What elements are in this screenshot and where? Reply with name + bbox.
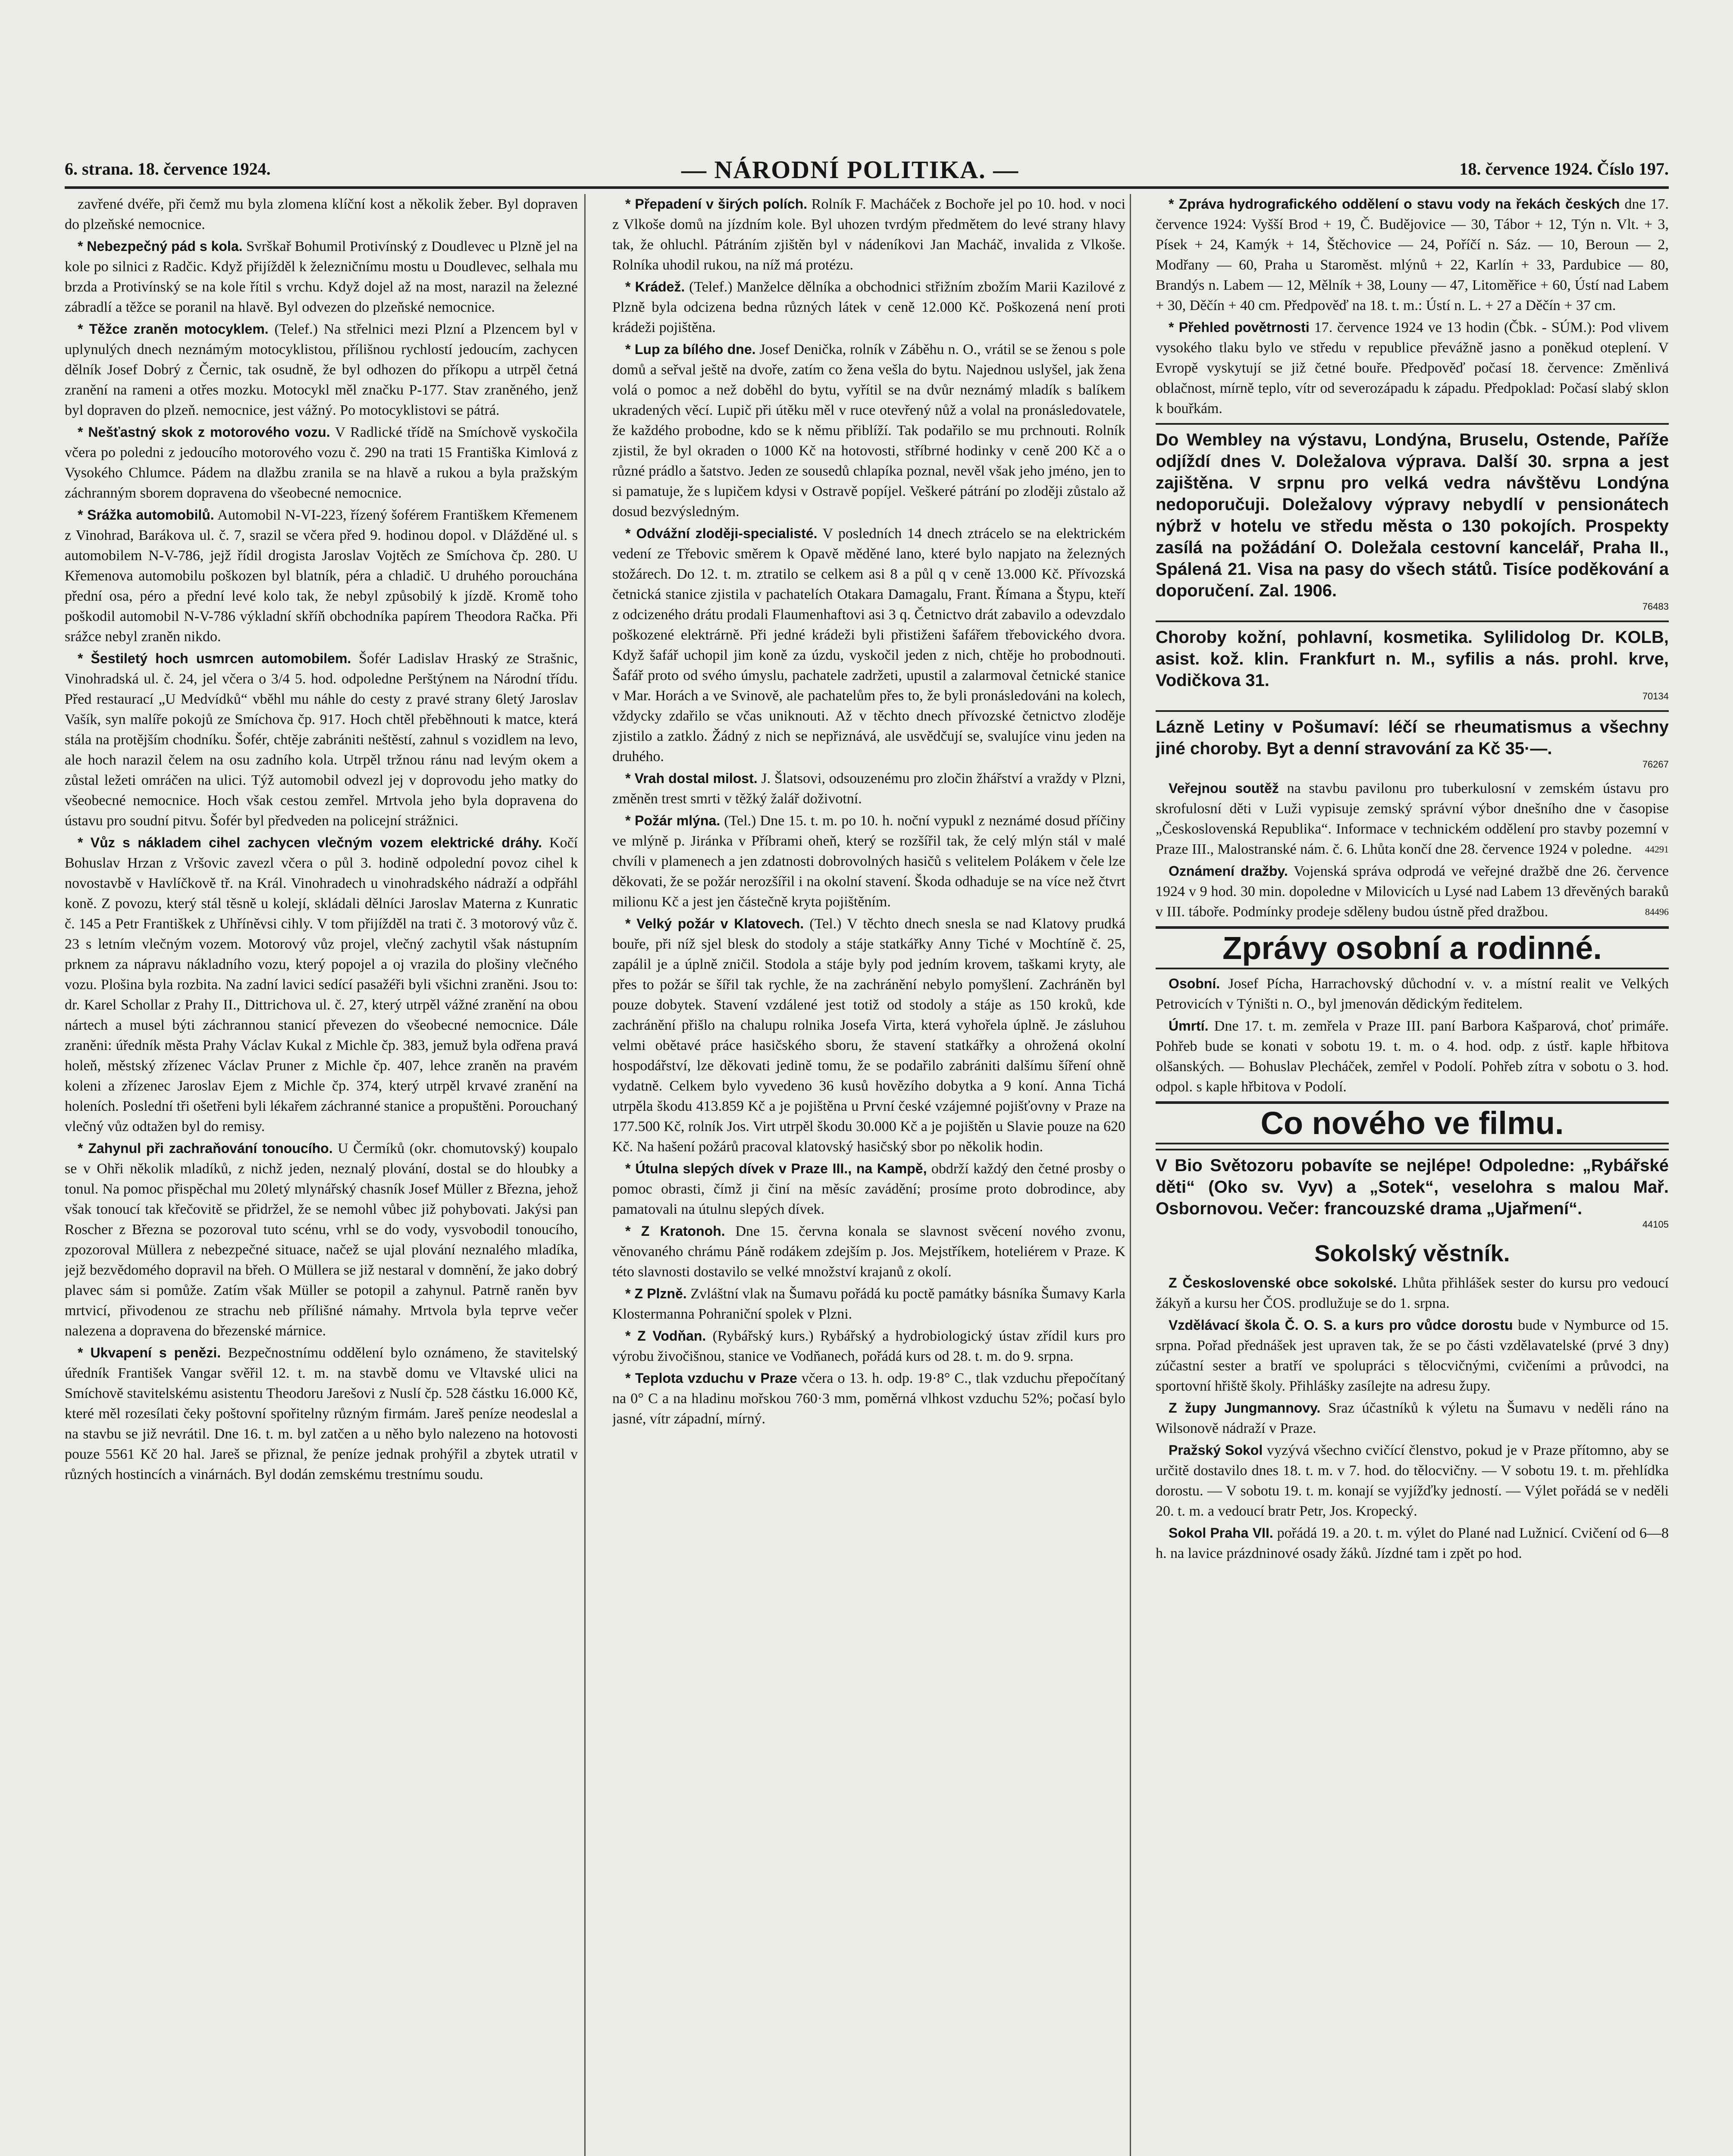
article-paragraph [65,649,578,831]
advertisement [1156,423,1669,616]
article-paragraph [1156,1523,1669,1564]
article-headline: * Přehled povětrnosti [1169,320,1310,335]
article-paragraph [612,194,1125,275]
article-headline: * Krádež. [625,279,685,295]
article-headline: * Z Plzně. [625,1286,687,1301]
advertisement [1156,1149,1669,1234]
article-paragraph [65,422,578,503]
article-headline: Sokol Praha VII. [1169,1525,1273,1541]
column-divider [1130,194,1131,2156]
article-headline: * Zahynul při zachraňování tonoucího. [78,1141,333,1156]
article-paragraph [612,1284,1125,1324]
article-body: Automobil N-VI-223, řízený šoférem Františkem Křemenem z Vinohrad, Barákova ul. č. 7, srazil se včera před 9. hodinou dopol. v Dlážděné ul. s automobilem N-V-786, jejž řídil drogista Jaroslav Vojtěch ze Smíchova čp. 280. U Křemenova automobilu poškozen byl blatník, péra a chladič. U druhého porouchána přední osa, péro a přední levé kolo tak, že nebyl způsobilý k jízdě. Kromě toho poškodil automobil N-V-786 výkladní skříň obchodníka papírem Theodora Račka. Při srážce nebyl zraněn nikdo. [65,507,578,645]
article-headline: * Přepadení v širých polích. [625,196,808,212]
page-header [65,155,1669,185]
article-body: (Tel.) Dne 15. t. m. po 10. h. noční vypukl z neznámé dosud příčiny ve mlýně p. Jiránka v Příbrami oheň, který se rozšířil tak, že celý mlýn stál v malé chvíli v plamenech a jen zdatnosti dobrovolných hasičů s velitelem Polákem v čele lze děkovati, že se požár nerozšířil i na okolní stavení. Škoda odhaduje se na více než čtvrt milionu Kč a jest jen částečně kryta pojištěním. [612,813,1125,910]
article-body: včera o 13. h. odp. 19·8° C., tlak vzduchu přepočítaný na 0° C a na hladinu mořskou 760·3 mm, poměrná vlhkost vzduchu 52%; počasí bylo jasné, vítr západní, mírný. [612,1370,1125,1427]
article-headline: * Odvážní zloději-specialisté. [625,526,818,541]
article-body: Rolník F. Macháček z Bochoře jel po 10. hod. v noci z Vlkoše domů na jízdním kole. Byl uhozen tvrdým předmětem do levé strany hlavy tak, že ohluchl. Pátráním zjištěn byl v nádeníkovi Jan Macháč, invalida z Vlkoše. Rolníka uhodil rukou, na níž má protézu. [612,196,1125,273]
article-headline: * Zpráva hydrografického oddělení o stavu vody na řekách českých [1169,196,1620,212]
article-paragraph [1156,1315,1669,1396]
article-body: 17. července 1924 ve 13 hodin (Čbk. - SÚM.): Pod vlivem vysokého tlaku bylo ve středu v republice převážně jasno a poněkud oteplení. V Evropě vyskytují se již četné bouře. Předpověď počasí 18. července: Změnlivá oblačnost, mírně teplo, vítr od severozápadu k západu. Předpoklad: Počasí slabý sklon k bouřkám. [1156,320,1669,417]
article-paragraph [612,914,1125,1157]
article-paragraph [65,833,578,1137]
article-body: vyzývá všechno cvičící členstvo, pokud je v Praze přítomno, aby se určitě dostavilo dnes 18. t. m. v 7. hod. do tělocvičny. — V sobotu 19. t. m. přehlídka dorostu. — V sobotu 19. t. m. konají se vyjížďky jedností. — Výlet pořádá se v neděli 20. t. m. a vedoucí bratr Petr, Jos. Kropecký. [1156,1442,1669,1519]
masthead-title: — NÁRODNÍ POLITIKA. — [681,156,1019,184]
article-paragraph [65,1138,578,1341]
ad-number: 76267 [1642,759,1669,770]
column-3 [1156,194,1669,2156]
article-headline: * Vůz s nákladem cihel zachycen vlečným vozem elektrické dráhy. [78,835,542,850]
article-body: na stavbu pavilonu pro tuberkulosní v zemském ústavu pro skrofulosní děti v Luži vypisuje zemský správní výbor dnešního dne v časopise „Československá Republika“. Informace v technickém oddělení pro stavby pozemní v Praze III., Malostranské nám. č. 6. Lhůta končí dne 28. července 1924 v poledne. [1156,780,1669,857]
article-paragraph [1156,1398,1669,1438]
ad-text: Lázně Letiny v Pošumaví: léčí se rheumatismus a všechny jiné choroby. Byt a denní stravování za Kč 35·—. [1156,718,1669,758]
article-paragraph [1156,778,1669,859]
article-body: Bezpečnostnímu oddělení bylo oznámeno, že stavitelský úředník František Vangar svěřil 12. t. m. na stavbě domu ve Vltavské ulici na Smíchově stavitelskému asistentu Theodoru Jarešovi z Nuslí čp. 528 částku 16.000 Kč, které měl rozesílati čeky poštovní spořitelny různým firmám. Jareš peníze neodeslal a na stavbu se již nevrátil. Dne 16. t. m. byl zatčen a u něho bylo nalezeno na hotovosti pouze 5561 Kč 20 hal. Jareš se přiznal, že peníze jednak prohýřil a zbytek utratil v různých hostincích a vinárnách. Byl dodán zemskému trestnímu soudu. [65,1345,578,1482]
article-paragraph [612,277,1125,338]
article-headline: * Útulna slepých dívek v Praze III., na Kampě, [625,1161,927,1176]
article-body: (Rybářský kurs.) Rybářský a hydrobiologický ústav zřídil kurs pro výrobu živočišnou, stanice ve Vodňanech, pořádá kurs od 28. t. m. do 9. srpna. [612,1328,1125,1364]
ad-text: Choroby kožní, pohlavní, kosmetika. Sylilidolog Dr. KOLB, asist. kož. klin. Frankfurt n. M., syfilis a nás. prohl. krve, Vodičkova 31. [1156,628,1669,690]
article-body: (Telef.) Manželce dělníka a obchodnici střižním zbožím Marii Kazilové z Plzně byla odcizena bedna různých látek v ceně 12.000 Kč. Poškozená není proti krádeži pojištěna. [612,279,1125,335]
article-paragraph [612,1159,1125,1219]
article-body: zavřené dvéře, při čemž mu byla zlomena klíční kost a několik žeber. Byl dopraven do plzeňské nemocnice. [65,196,578,232]
article-headline: * Ukvapení s penězi. [78,1345,221,1360]
article-paragraph [65,236,578,317]
article-headline: Vzdělávací škola Č. O. S. a kurs pro vůdce dorostu [1169,1317,1513,1333]
ad-number: 76483 [1642,601,1669,612]
article-headline: * Těžce zraněn motocyklem. [78,321,269,337]
article-headline: * Požár mlýna. [625,813,721,828]
article-paragraph [612,1326,1125,1366]
article-headline: * Z Vodňan. [625,1328,706,1344]
article-paragraph [65,319,578,420]
article-body: V Radlické třídě na Smíchově vyskočila včera po poledni z jedoucího motorového vozu č. 290 na trati 15 Františka Kimlová z Vysokého Chlumce. Pádem na dlažbu zranila se na hlavě a rukou a byla pražským záchranným sborem dopravena do všeobecné nemocnice. [65,424,578,501]
article-body: Dne 15. června konala se slavnost svěcení nového zvonu, věnovaného chrámu Páně rodákem zdejším p. Jos. Mejstříkem, hoteliérem v Praze. K této slavnosti dostavilo se velké množství krajanů z okolí. [612,1223,1125,1280]
article-paragraph [65,1343,578,1485]
article-body: Vojenská správa odprodá ve veřejné dražbě dne 26. července 1924 v 9 hod. 30 min. dopoledne v Milovicích u Lysé nad Labem 13 dřevěných baraků v III. táboře. Podmínky prodeje sděleny budou ústně před dražbou. [1156,863,1669,920]
article-paragraph [612,339,1125,522]
article-paragraph [65,505,578,647]
article-headline: * Teplota vzduchu v Praze [625,1370,797,1386]
article-headline: * Srážka automobilů. [78,507,214,523]
article-headline: * Nebezpečný pád s kola. [78,238,243,254]
article-paragraph [1156,1016,1669,1097]
article-headline: Veřejnou soutěž [1169,780,1279,796]
notice-number: 84496 [1645,906,1669,917]
article-headline: Z župy Jungmannovy. [1169,1400,1321,1416]
article-body: V posledních 14 dnech ztrácelo se na elektrickém vedení ze Třebovic směrem k Opavě měděné lano, které bylo napjato na železných stožárech. Do 12. t. m. ztratilo se celkem asi 8 a půl q v ceně 13.000 Kč. Přívozská četnická stanice zjistila v pachatelích Otakara Damagalu, Frant. Římana a Štypu, kteří z odcizeného drátu prodali Flaumenhaftovi asi 3 q. Četnictvo drát zabavilo a odevzdalo poškozené elektrárně. Při jedné krádeži byli přistiženi šafářem třebovického dvora. Když šafář uchopil jim koně za úzdu, vyskočil jeden z nich, chtěje ho probodnouti. Šafář proto od svého úmyslu, pachatele zadržeti, upustil a zalarmoval četnické stanice v Mar. Horách a ve Svinově, ale pachatelům přes to, že byli pronásledováni na kolech, vždycky zdařilo se včas uniknouti. Až v těchto dnech přívozské četnictvo zloděje zjistilo a zatklo. Žádný z nich se nepřiznává, ale usvědčují se, svalujíce vinu jeden na druhého. [612,526,1125,765]
article-body: Kočí Bohuslav Hrzan z Vršovic zavezl včera o půl 3. hodině odpolední povoz cihel k novostavbě v Havlíčkově tř. na Král. Vinohradech u vinohradského nádraží a odpřáhl koně. Z povozu, který stál těsně u kolejí, skládali dělníci Jaroslav Materna z Kunratic č. 145 a Petr Františkek z Uhříněvsi cihly. V tom přijížděl na trati č. 3 motorový vůz č. 23 s letním vlečným vozem. Motorový vůz projel, vlečný zachytil však nástupním prknem za nápravu nákladního vozu, který popojel a oj vrazila do plošiny vlečného vozu. Plošina byla rozbita. Na zadní lavici sedící pasažéři byli všichni zraněni. Jsou to: dr. Karel Schollar z Prahy II., Dittrichova ul. č. 27, který utrpěl vážné zranění na obou nártech a musel býti záchrannou stanicí převezen do všeobecné nemocnice. Dále zraněni: úředník města Prahy Václav Kukal z Michle čp. 383, jemuž byla odřena pravá holeň, městský zřízenec Václav Pruner z Michle čp. 407, lehce zraněn na pravém koleni a zřízenec Jaroslav Ejem z Michle čp. 374, který utrpěl krvavé zranění na holeních. Poslední tři ošetřeni byli lékařem záchranné stanice a propuštěni. Porouchaný vlečný vůz odtažen byl do remisy. [65,835,578,1134]
article-headline: * Z Kratonoh. [625,1223,725,1239]
article-body: dne 17. července 1924: Vyšší Brod + 19, Č. Budějovice — 30, Tábor + 12, Týn n. Vlt. + 3, Písek + 24, Kamýk + 14, Štěchovice — 24, Poříčí n. Sáz. — 10, Beroun — 2, Modřany — 60, Praha u Staroměst. mlýnů + 22, Karlín + 33, Pardubice — 80, Brandýs n. Labem — 12, Mělník + 38, Louny — 47, Litoměřice + 60, Ústí nad Labem + 30, Děčín + 40 cm. Předpověď na 18. t. m.: Ústí n. L. + 27 a Děčín + 37 cm. [1156,196,1669,313]
article-body: U Čermíků (okr. chomutovský) koupalo se v Ohři několik mladíků, z nichž jeden, neznalý plování, dostal se do hloubky a tonul. Na pomoc přispěchal mu 20letý mlynářský chasník Josef Müller z Března, jehož však tonoucí tak křečovitě se přidržel, že se nemohl vůbec již pohybovati. Jakýsi pan Roscher z Března se pozoroval tuto scénu, vrhl se do vody, vysvobodil tonoucího, zpozoroval Müllera z nebezpečné situace, načež se ujal plování neznalého mladíka, jejž bezvědomého dopravil na břeh. O Müllera se již nestaral v domnění, že jako dobrý plavec sám si pomůže. Zatím však Müller se potopil a zahynul. Patrně raněn byv mrtvicí, přivodenou ze strachu neb přílišné námahy. Mrtvola byla teprve večer nalezena a dopravena do březenské márnice. [65,1141,578,1339]
article-headline: * Velký požár v Klatovech. [625,916,804,931]
article-headline: Z Československé obce sokolské. [1169,1275,1397,1291]
article-headline: Oznámení dražby. [1169,863,1288,879]
article-paragraph [1156,861,1669,922]
article-body: Lhůta přihlášek sester do kursu pro vedoucí žákyň a kursu her ČOS. prodlužuje se do 1. srpna. [1156,1275,1669,1311]
article-headline: * Vrah dostal milost. [625,771,758,786]
section-heading: Sokolský věstník. [1314,1241,1510,1266]
article-headline: * Nešťastný skok z motorového vozu. [78,424,330,440]
article-paragraph [1156,1273,1669,1313]
article-headline: Úmrtí. [1169,1018,1209,1034]
article-paragraph [65,194,578,235]
ad-text: Do Wembley na výstavu, Londýna, Bruselu, Ostende, Paříže odjíždí dnes V. Doležalova výprava. Další 30. srpna a jest zajištěna. V srpnu pro velká vedra návštěvu Londýna nedoporučuji. Doležalovy výpravy nebydlí v pensionátech nýbrž v hotelu ve středu města o 130 pokojích. Prospekty zasílá na požádání O. Doležala cestovní kancelář, Praha II., Spálená 21. Visa na pasy do všech států. Tisíce poděkování a doporučení. Zal. 1906. [1156,430,1669,600]
article-paragraph [612,523,1125,767]
article-paragraph [612,768,1125,809]
column-2 [612,194,1125,2156]
ad-text: V Bio Světozoru pobavíte se nejlépe! Odpoledne: „Rybářské děti“ (Oko sv. Vyv) a „Sotek“, veselohra s malou Mař. Osbornovou. Večer: francouzské drama „Ujařmení“. [1156,1156,1669,1218]
article-paragraph [612,1221,1125,1282]
column-1 [65,194,578,2156]
article-headline: * Šestiletý hoch usmrcen automobilem. [78,651,351,666]
article-body: Svrškař Bohumil Protivínský z Doudlevec u Plzně jel na kole po silnici z Radčic. Když přijížděl k železničnímu mostu u Doudlevec, selhala mu brzda a Protivínský se na kole řítil s vrchu. Když dojel až na most, narazil na železné zábradlí a těžce se poranil na hlavě. Byl odvezen do plzeňské nemocnice. [65,238,578,315]
header-right: 18. července 1924. Číslo 197. [1459,159,1669,179]
article-headline: * Lup za bílého dne. [625,342,756,357]
ad-number: 70134 [1642,691,1669,702]
notice-number: 44291 [1645,844,1669,855]
article-headline: Pražský Sokol [1169,1442,1263,1458]
section-heading: Co nového ve filmu. [1156,1101,1669,1144]
article-body: pořádá 19. a 20. t. m. výlet do Plané nad Lužnicí. Cvičení od 6—8 h. na lavice prázdninové osady žáků. Jízdné tam i zpět po hod. [1156,1525,1669,1561]
article-body: Dne 17. t. m. zemřela v Praze III. paní Barbora Kašparová, choť primáře. Pohřeb bude se konati v sobotu 19. t. m. o 4. hod. odp. z ústř. kaple hřbitova olšanských. — Bohuslav Plecháček, zemřel v Podolí. Pohřeb zítra v sobotu o 3. hod. odpol. s kaple hřbitova v Podolí. [1156,1018,1669,1095]
article-body: obdrží každý den četné prosby o pomoc obrasti, čímž ji činí na měsíc zavádění; prosíme proto dobrodince, aby pamatovali na útulnu slepých dívek. [612,1161,1125,1217]
article-headline: Osobní. [1169,976,1220,991]
article-body: Josef Denička, rolník v Záběhu n. O., vrátil se se ženou s pole domů a seřval ještě na dvoře, zatím co žena vešla do bytu. Najednou uslyšel, jak žena volá o pomoc a než doběhl do bytu, vyřítil se na dvůr neznámý mladík s balíkem ukradených věcí. Lupič při útěku měl v ruce otevřený nůž a volal na pronásledovatele, že každého probodne, kdo se k němu přiblíží. Tak podařilo se mu prchnouti. Rolník zjistil, že byl okraden o 1000 Kč na hotovosti, stříbrné hodinky v ceně 200 Kč a o různé prádlo a šatstvo. Jeden ze sousedů chlapíka poznal, nevěl však jeho jméno, jen to si pamatuje, že s lupičem kdysi v Ostravě popíjel. Veškeré pátrání po zloději zůstalo až dosud bezvýsledným. [612,342,1125,520]
article-body: (Tel.) V těchto dnech snesla se nad Klatovy prudká bouře, při níž sjel blesk do stodoly a stáje statkářky Anny Tiché v Mochtíně č. 25, zapálil je a úplně zničil. Stodola a stáje byly pod jedním krovem, taškami kryty, ale přes to požár se šířil tak rychle, že na zachránění nebylo pomyšlení. Zachráněn byl pouze dobytek. Stavení vzdálené jest totiž od stodoly a stáje as 150 kroků, kde zachránění přišlo na chalupu rolnika Josefa Virta, která vyhořela úplně. Je zásluhou velmi obětavé práce hasičského sboru, že stavení statkářky a ohrožená okolní hospodářství, lze děkovati jedině tomu, že se podařilo zabrániti dalšímu šíření ohně vydatně. Celkem bylo vyvedeno 36 kusů hovězího dobytka a 9 koní. Anna Tichá utrpěla škodu 413.859 Kč a je pojištěna u První české vzájemné pojišťovny v Praze na 177.500 Kč, rolník Jos. Virt utrpěl škodu 30.000 Kč a je pojištěn u Slavie pouze na 620 Kč. Na hašení požárů pracoval klatovský hasičský sbor po několik hodin. [612,916,1125,1155]
article-body: Šofér Ladislav Hraský ze Strašnic, Vinohradská ul. č. 24, jel včera o 3/4 5. hod. odpoledne Perštýnem na Národní třídu. Před restaurací „U Medvídků“ vběhl mu náhle do cesty z pravé strany 6letý Jaroslav Vašík, syn malíře pokojů ze Smíchova čp. 917. Hoch chtěl přeběhnouti k matce, která stála na protějším chodníku. Šofér, chtěje zabrániti neštěstí, zahnul s vozidlem na levo, ale hoch narazil čelem na osu zadního kola. Utrpěl tržnou ránu nad levým okem a zůstal ležeti omráčen na ulici. Týž automobil odvezl jej v doprovodu jeho matky do všeobecné nemocnice. Hoch však cestou zemřel. Mrtvola jeho byla dopravena do ústavu pro soudní pitvu. Šofér byl předveden na policejní strážnici. [65,651,578,829]
article-paragraph [1156,1440,1669,1521]
article-paragraph [612,811,1125,912]
article-paragraph [612,1368,1125,1429]
article-body: bude v Nymburce od 15. srpna. Pořad přednášek jest upraven tak, že se po části vzdělavatelské (prvé 3 dny) zúčastní sester a bratří ve spolupráci s tělocvičnými, cvičeními a průvodci, na sportovní hřiště školy. Přihlášky zasílejte na adresu župy. [1156,1317,1669,1394]
article-body: Zvláštní vlak na Šumavu pořádá ku poctě památky básníka Šumavy Karla Klostermanna Pohraniční spolek v Plzni. [612,1286,1125,1322]
column-divider [584,194,586,2156]
header-rule [65,186,1669,189]
advertisement [1156,710,1669,774]
header-left: 6. strana. 18. července 1924. [65,159,271,179]
article-body: (Telef.) Na střelnici mezi Plzní a Plzencem byl v uplynulých dnech neznámým motocyklistou, přílišnou rychlostí jedoucím, zachycen dělník Josef Dobrý z Černic, tak osudně, že byl odhozen do příkopu a utrpěl četná zranění na rameni a otřes mozku. Motocykl měl značku P-177. Stav zraněného, jenž byl dopraven do plzeň. nemocnice, jest vážný. Po motocyklistovi se pátrá. [65,321,578,418]
article-body: Sraz účastníků k výletu na Šumavu v neděli ráno na Wilsonově nádraží v Praze. [1156,1400,1669,1436]
article-body: J. Šlatsovi, odsouzenému pro zločin žhářství a vraždy v Plzni, změněn trest smrti v těžký žalář doživotní. [612,771,1125,807]
section-heading: Zprávy osobní a rodinné. [1156,926,1669,969]
article-paragraph [1156,974,1669,1014]
article-paragraph [1156,194,1669,316]
article-paragraph [1156,317,1669,419]
advertisement [1156,620,1669,706]
article-body: Josef Pícha, Harrachovský důchodní v. v. a místní realit ve Velkých Petrovicích v Týništi n. O., byl jmenován dědickým ředitelem. [1156,976,1669,1012]
ad-number: 44105 [1642,1219,1669,1230]
